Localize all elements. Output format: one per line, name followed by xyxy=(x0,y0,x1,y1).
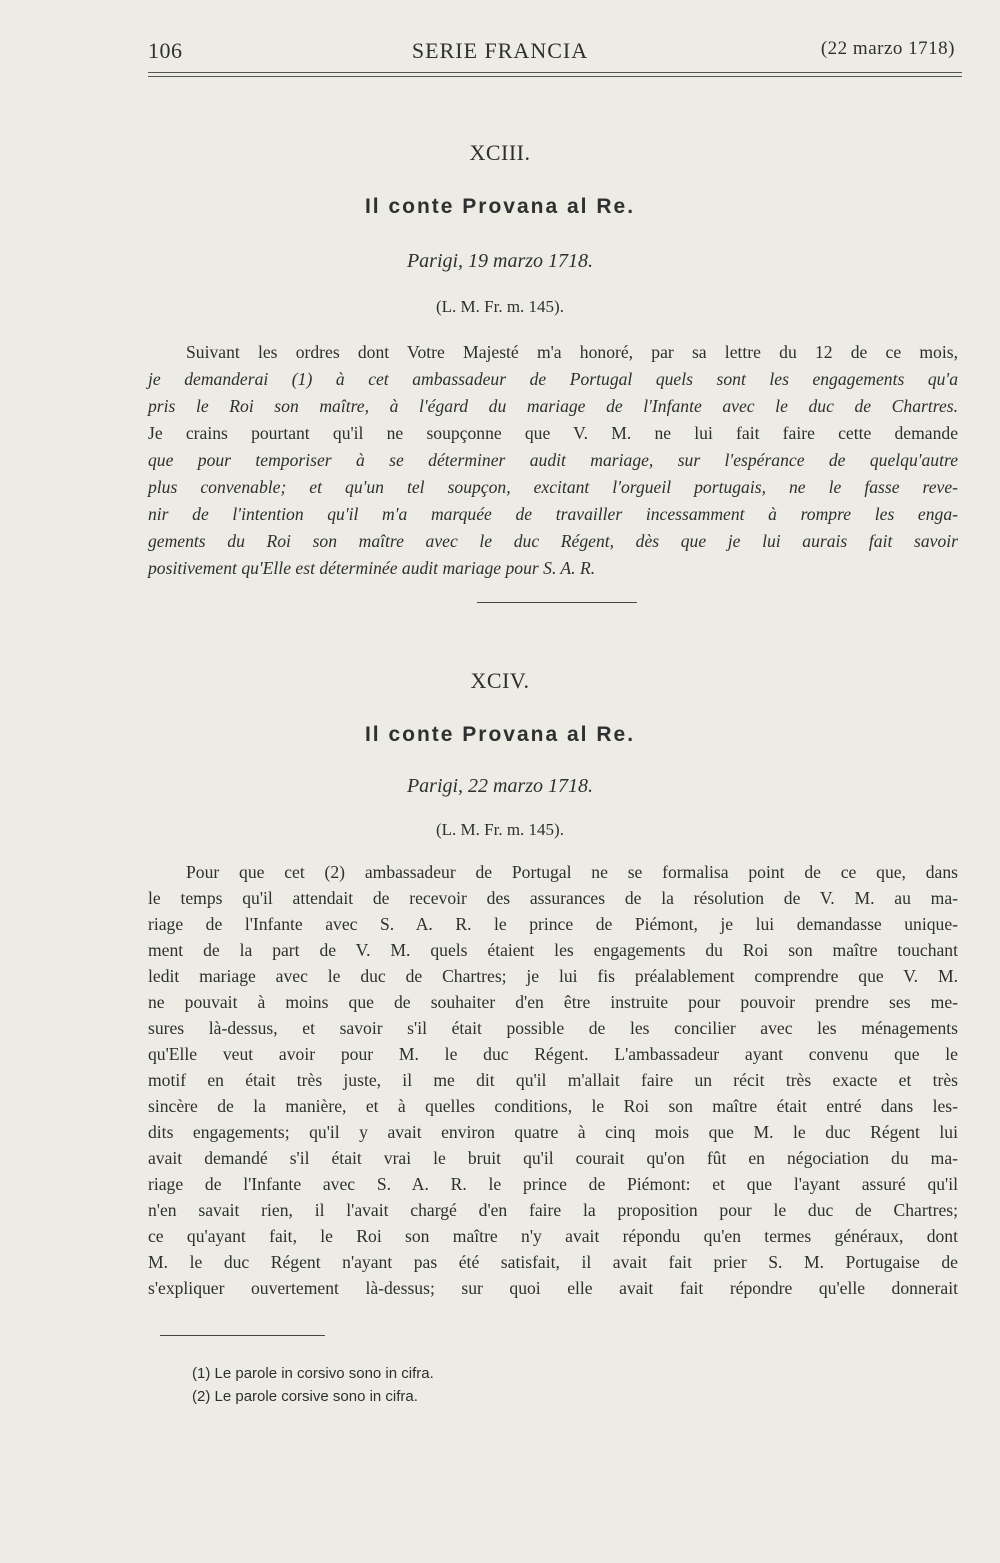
text-line: ce qu'ayant fait, le Roi son maître n'y avait répondu qu'en termes généraux, dont xyxy=(148,1226,958,1246)
footnote-rule xyxy=(160,1335,325,1336)
text-line: Pour que cet (2) ambassadeur de Portugal ne se formalisa point de ce que, dans xyxy=(186,862,958,882)
text-line: sincère de la manière, et à quelles conditions, le Roi son maître était entré dans les- xyxy=(148,1096,958,1116)
footnote: (2) Le parole corsive sono in cifra. xyxy=(192,1388,418,1405)
text-line: riage de l'Infante avec S. A. R. le prince de Piémont: et que l'ayant assuré qu'il xyxy=(148,1174,958,1194)
text-line: M. le duc Régent n'ayant pas été satisfait, il avait fait prier S. M. Portugaise de xyxy=(148,1252,958,1272)
text-line: que pour temporiser à se déterminer audit mariage, sur l'espérance de quelqu'autre xyxy=(148,450,958,470)
text-line: Suivant les ordres dont Votre Majesté m'a honoré, par sa lettre du 12 de ce mois, xyxy=(186,342,958,362)
text-line: riage de l'Infante avec S. A. R. le prince de Piémont, je lui demandasse unique- xyxy=(148,914,958,934)
text-line: n'en savait rien, il l'avait chargé d'en faire la proposition pour le duc de Chartres; xyxy=(148,1200,958,1220)
text-line: gements du Roi son maître avec le duc Régent, dès que je lui aurais fait savoir xyxy=(148,531,958,551)
section-separator xyxy=(477,602,637,603)
text-line: Je crains pourtant qu'il ne soupçonne que V. M. ne lui fait faire cette demande xyxy=(148,423,958,443)
text-line: ment de la part de V. M. quels étaient les engagements du Roi son maître touchant xyxy=(148,940,958,960)
place-date: Parigi, 19 marzo 1718. xyxy=(406,250,594,272)
section-number: XCIV. xyxy=(470,668,530,693)
footnote: (1) Le parole in corsivo sono in cifra. xyxy=(192,1365,434,1382)
text-line: plus convenable; et qu'un tel soupçon, excitant l'orgueil portugais, ne le fasse reve- xyxy=(148,477,958,497)
header-rule xyxy=(148,72,962,73)
text-line: s'expliquer ouvertement là-dessus; sur quoi elle avait fait répondre qu'elle donnerait xyxy=(148,1278,958,1298)
text-line: positivement qu'Elle est déterminée audit mariage pour S. A. R. xyxy=(148,558,596,578)
text-line: avait demandé s'il était vrai le bruit qu'il courait qu'on fût en négociation du ma- xyxy=(148,1148,958,1168)
page-number: 106 xyxy=(148,38,183,63)
text-line: ledit mariage avec le duc de Chartres; je lui fis préalablement comprendre que V. M. xyxy=(148,966,958,986)
section-title: Il conte Provana al Re. xyxy=(364,195,636,218)
text-line: dits engagements; qu'il y avait environ quatre à cinq mois que M. le duc Régent lui xyxy=(148,1122,958,1142)
text-line: qu'Elle veut avoir pour M. le duc Régent. L'ambassadeur ayant convenu que le xyxy=(148,1044,958,1064)
section-number: XCIII. xyxy=(469,140,531,165)
section-title: Il conte Provana al Re. xyxy=(364,723,636,746)
place-date: Parigi, 22 marzo 1718. xyxy=(406,775,594,797)
running-header-date: (22 marzo 1718) xyxy=(820,38,955,59)
header-rule xyxy=(148,76,962,77)
running-header-series: SERIE FRANCIA xyxy=(411,38,589,63)
text-line: sures là-dessus, et savoir s'il était possible de les concilier avec les ménagements xyxy=(148,1018,958,1038)
archive-reference: (L. M. Fr. m. 145). xyxy=(436,297,564,316)
text-line: motif en était très juste, il me dit qu'il m'allait faire un récit très exacte et très xyxy=(148,1070,958,1090)
text-line: pris le Roi son maître, à l'égard du mariage de l'Infante avec le duc de Chartres. xyxy=(148,396,958,416)
text-line: le temps qu'il attendait de recevoir des assurances de la résolution de V. M. au ma- xyxy=(148,888,958,908)
text-line: ne pouvait à moins que de souhaiter d'en être instruite pour pouvoir prendre ses me- xyxy=(148,992,958,1012)
text-line: nir de l'intention qu'il m'a marquée de travailler incessamment à rompre les enga- xyxy=(148,504,958,524)
text-line: je demanderai (1) à cet ambassadeur de Portugal quels sont les engagements qu'a xyxy=(148,369,958,389)
archive-reference: (L. M. Fr. m. 145). xyxy=(436,820,564,839)
